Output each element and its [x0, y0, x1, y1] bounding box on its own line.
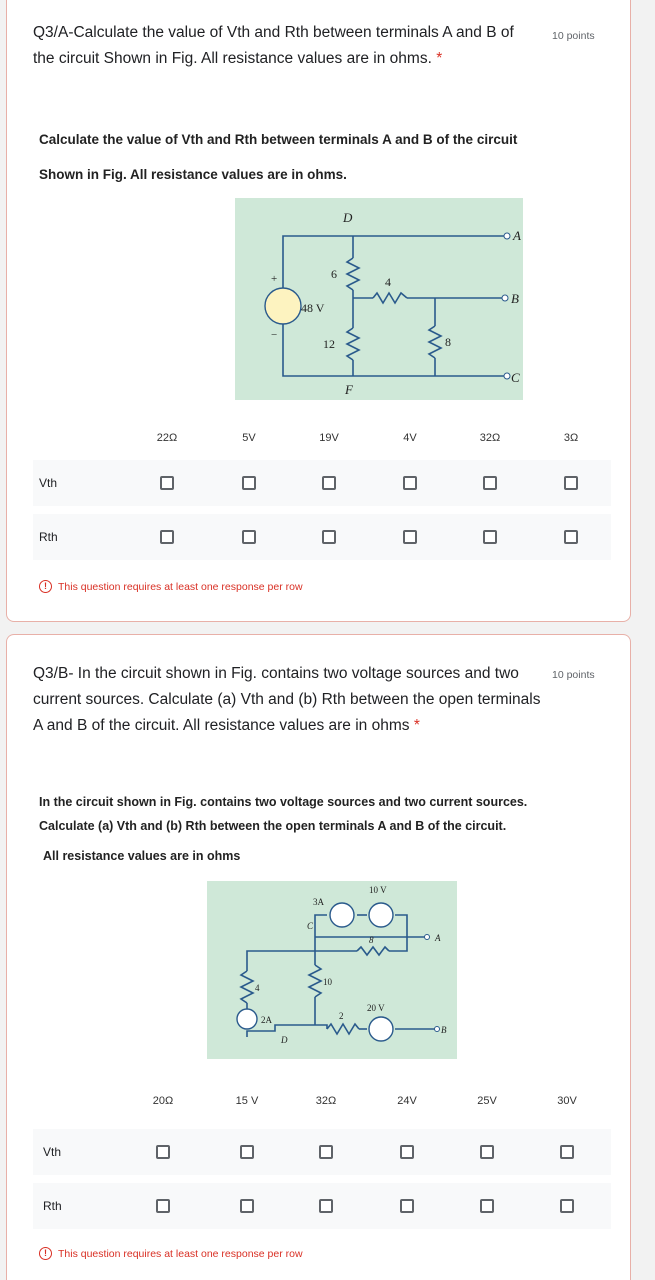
- label-r8: 8: [369, 935, 374, 945]
- points-label: 10 points: [552, 669, 595, 681]
- circuit-figure: [235, 198, 523, 400]
- column-header-5: 32Ω: [479, 432, 501, 444]
- checkbox-rth-3[interactable]: [319, 1199, 333, 1213]
- label-node-d: D: [281, 1035, 288, 1045]
- checkbox-vth-4[interactable]: [400, 1145, 414, 1159]
- checkbox-vth-1[interactable]: [160, 476, 174, 490]
- checkbox-vth-5[interactable]: [480, 1145, 494, 1159]
- label-plus: +: [271, 273, 278, 285]
- checkbox-vth-3[interactable]: [319, 1145, 333, 1159]
- column-header-5: 25V: [477, 1095, 497, 1107]
- checkbox-vth-3[interactable]: [322, 476, 336, 490]
- label-src-20v: 20 V: [367, 1003, 385, 1013]
- checkbox-vth-4[interactable]: [403, 476, 417, 490]
- label-node-c: C: [307, 921, 314, 931]
- column-header-2: 15 V: [235, 1095, 259, 1107]
- checkbox-rth-5[interactable]: [480, 1199, 494, 1213]
- checkbox-vth-5[interactable]: [483, 476, 497, 490]
- checkbox-rth-3[interactable]: [322, 530, 336, 544]
- label-src-3a: 3A: [313, 897, 324, 907]
- label-r2: 2: [339, 1011, 344, 1021]
- question-description-line3: All resistance values are in ohms: [43, 849, 241, 863]
- checkbox-rth-4[interactable]: [403, 530, 417, 544]
- checkbox-rth-1[interactable]: [160, 530, 174, 544]
- label-source: 48 V: [301, 301, 325, 315]
- label-node-b: B: [441, 1025, 447, 1035]
- label-src-10v: 10 V: [369, 885, 387, 895]
- row-label-vth: Vth: [39, 476, 58, 490]
- row-label-vth: Vth: [43, 1145, 62, 1159]
- label-node-c: C: [511, 370, 520, 385]
- checkbox-vth-2[interactable]: [242, 476, 256, 490]
- label-r12: 12: [323, 337, 335, 351]
- checkbox-vth-6[interactable]: [564, 476, 578, 490]
- column-header-1: 22Ω: [156, 432, 178, 444]
- validation-error: ! This question requires at least one response per row: [39, 580, 303, 593]
- checkbox-rth-6[interactable]: [564, 530, 578, 544]
- column-header-1: 20Ω: [152, 1095, 174, 1107]
- validation-error: ! This question requires at least one response per row: [39, 1247, 303, 1260]
- question-card-q3b: [6, 634, 631, 1280]
- label-node-b: B: [511, 291, 519, 306]
- required-mark: *: [436, 50, 443, 67]
- question-description-line2: Calculate (a) Vth and (b) Rth between the open terminals A and B of the circuit.: [39, 819, 507, 833]
- column-header-4: 4V: [403, 432, 417, 444]
- checkbox-vth-6[interactable]: [560, 1145, 574, 1159]
- label-r6: 6: [331, 267, 337, 281]
- row-label-rth: Rth: [43, 1199, 62, 1213]
- question-card-q3a: [6, 0, 631, 622]
- column-header-3: 19V: [319, 432, 339, 444]
- error-icon: !: [39, 1247, 52, 1260]
- label-node-a: A: [513, 228, 521, 243]
- circuit-figure: [207, 881, 457, 1059]
- checkbox-rth-2[interactable]: [240, 1199, 254, 1213]
- checkbox-rth-1[interactable]: [156, 1199, 170, 1213]
- column-header-4: 24V: [397, 1095, 417, 1107]
- label-r10: 10: [323, 977, 332, 987]
- column-header-3: 32Ω: [315, 1095, 337, 1107]
- checkbox-rth-2[interactable]: [242, 530, 256, 544]
- label-node-d: D: [343, 210, 353, 225]
- checkbox-rth-5[interactable]: [483, 530, 497, 544]
- column-header-6: 3Ω: [563, 432, 579, 444]
- label-r8: 8: [445, 335, 451, 349]
- question-description-line1: Calculate the value of Vth and Rth between terminals A and B of the circuit: [39, 132, 518, 147]
- label-minus: −: [271, 329, 278, 341]
- label-r4: 4: [385, 275, 391, 289]
- label-node-f: F: [345, 382, 353, 397]
- row-label-rth: Rth: [39, 530, 58, 544]
- points-label: 10 points: [552, 30, 595, 42]
- column-header-2: 5V: [242, 432, 256, 444]
- required-mark: *: [413, 717, 420, 734]
- column-header-6: 30V: [557, 1095, 577, 1107]
- question-title: Q3/B- In the circuit shown in Fig. contains two voltage sources and two current sources. Calculate (a) Vth and (b) Rth between the open terminals A and B of the circuit. All resistance values are in ohms *: [33, 665, 541, 734]
- checkbox-vth-2[interactable]: [240, 1145, 254, 1159]
- question-title: Q3/A-Calculate the value of Vth and Rth between terminals A and B of the circuit Shown in Fig. All resistance values are in ohms. *: [33, 24, 514, 67]
- checkbox-rth-6[interactable]: [560, 1199, 574, 1213]
- checkbox-rth-4[interactable]: [400, 1199, 414, 1213]
- question-description-line1: In the circuit shown in Fig. contains two voltage sources and two current sources.: [39, 795, 528, 809]
- label-src-2a: 2A: [261, 1015, 272, 1025]
- checkbox-vth-1[interactable]: [156, 1145, 170, 1159]
- error-icon: !: [39, 580, 52, 593]
- question-description-line2: Shown in Fig. All resistance values are in ohms.: [39, 167, 347, 182]
- label-node-a: A: [435, 933, 441, 943]
- label-r4: 4: [255, 983, 260, 993]
